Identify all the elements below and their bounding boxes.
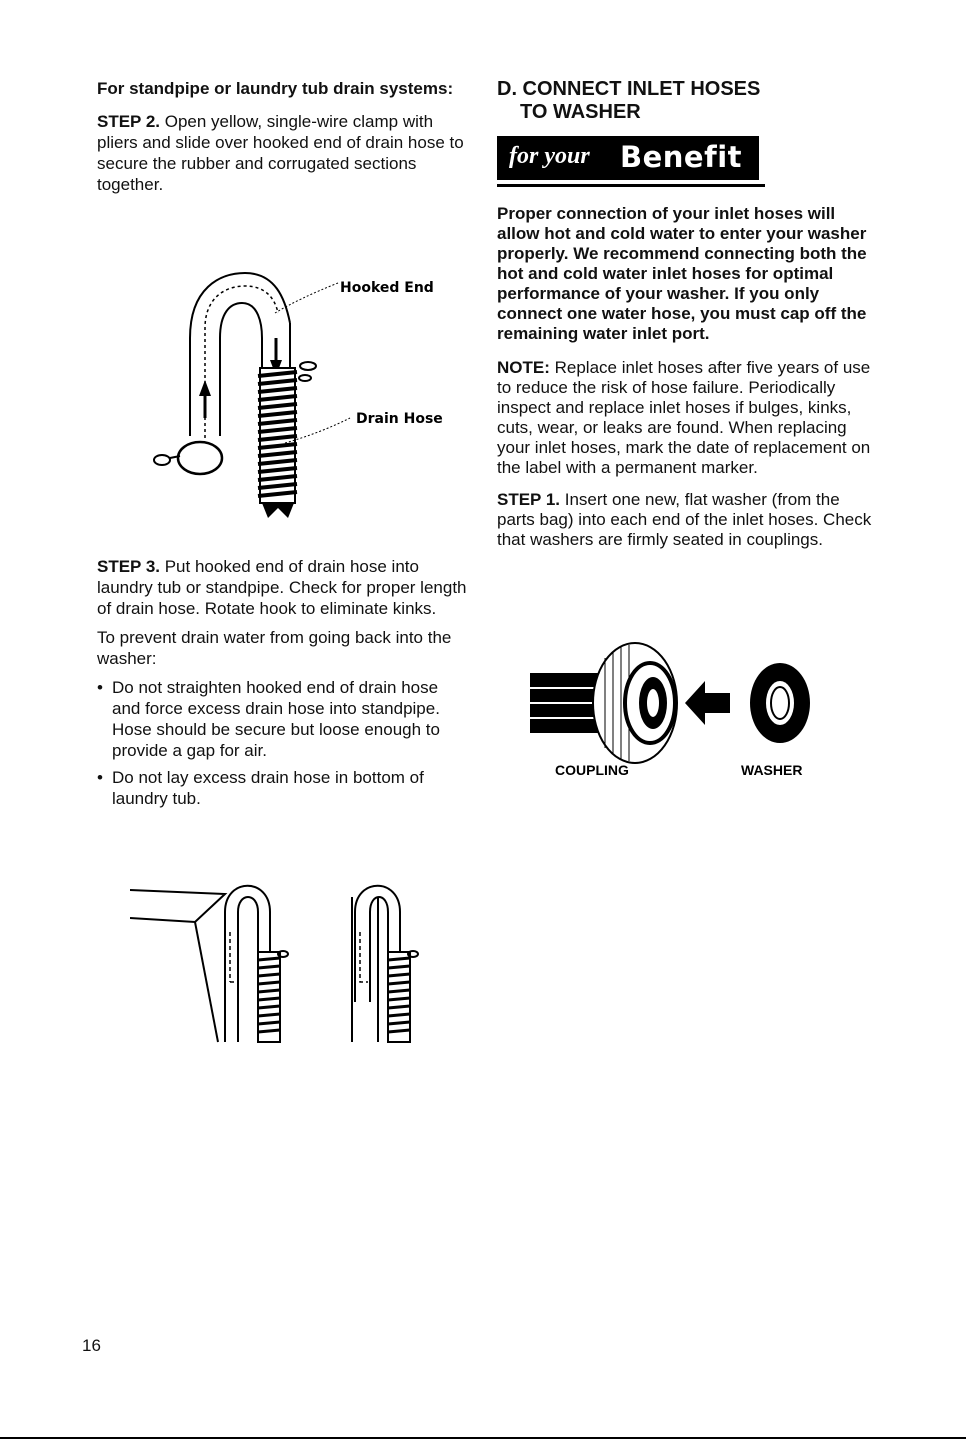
drain-hose-hooked-end-figure: [150, 268, 450, 533]
step-1-label: STEP 1.: [497, 490, 560, 509]
step-1-text: Insert one new, flat washer (from the parts bag) into each end of the inlet hoses. Check that washers are firmly seated in couplings.: [497, 490, 872, 549]
step-2-text: Open yellow, single-wire clamp with pliers and slide over hooked end of drain hose to secure the rubber and corrugated sections together.: [97, 112, 464, 194]
bottom-rule: [0, 1437, 966, 1439]
step-3-label: STEP 3.: [97, 557, 160, 576]
banner-underline: [497, 184, 765, 187]
step-3-text: Put hooked end of drain hose into laundry tub or standpipe. Check for proper length of drain hose. Rotate hook to eliminate kinks.: [97, 557, 467, 618]
banner-small-text: for your: [509, 143, 590, 169]
note-paragraph: [497, 358, 877, 478]
coupling-label: COUPLING: [555, 762, 629, 778]
hooked-end-label: Hooked End: [340, 280, 434, 296]
note-text: Replace inlet hoses after five years of use to reduce the risk of hose failure. Periodically inspect and replace inlet hoses if bulges, kinks, cuts, wear, or leaks are found. When replacing your inlet hoses, mark the date of replacement on the label with a permanent marker.: [497, 358, 871, 477]
prevent-intro: To prevent drain water from going back into the washer:: [97, 628, 452, 668]
banner-big-text: Benefit: [620, 140, 743, 174]
drain-hose-label: Drain Hose: [356, 411, 443, 427]
step-2-paragraph: [97, 111, 467, 195]
tub-and-standpipe-figure: [130, 872, 450, 1047]
page-number: 16: [82, 1336, 101, 1355]
right-column: [497, 78, 877, 550]
benefit-paragraph: Proper connection of your inlet hoses will allow hot and cold water to enter your washer properly. We recommend connecting both the hot and cold water inlet hoses for optimal performance of your washer. If you only connect one water hose, you must cap off the remaining water inlet port.: [497, 204, 867, 343]
list-item: • Do not lay excess drain hose in bottom of laundry tub.: [97, 767, 467, 809]
step-1-paragraph: [497, 490, 877, 550]
washer-label: WASHER: [741, 762, 803, 778]
section-heading-line2: TO WASHER: [520, 101, 641, 123]
step-2-label: STEP 2.: [97, 112, 160, 131]
coupling-washer-figure: [525, 633, 825, 783]
section-heading-line1: D. CONNECT INLET HOSES: [497, 78, 761, 100]
section-heading-inlet: [497, 78, 877, 124]
for-your-benefit-banner: [497, 136, 759, 182]
step-3-paragraph: [97, 556, 467, 619]
section-heading-drain: For standpipe or laundry tub drain systems:: [97, 79, 454, 98]
left-column-lower: [97, 556, 467, 815]
left-column: [97, 78, 467, 195]
prevention-list: [97, 677, 467, 809]
note-label: NOTE:: [497, 358, 550, 377]
list-item: • Do not straighten hooked end of drain hose and force excess drain hose into standpipe. Hose should be secure but loose enough to provide a gap for air.: [97, 677, 467, 761]
